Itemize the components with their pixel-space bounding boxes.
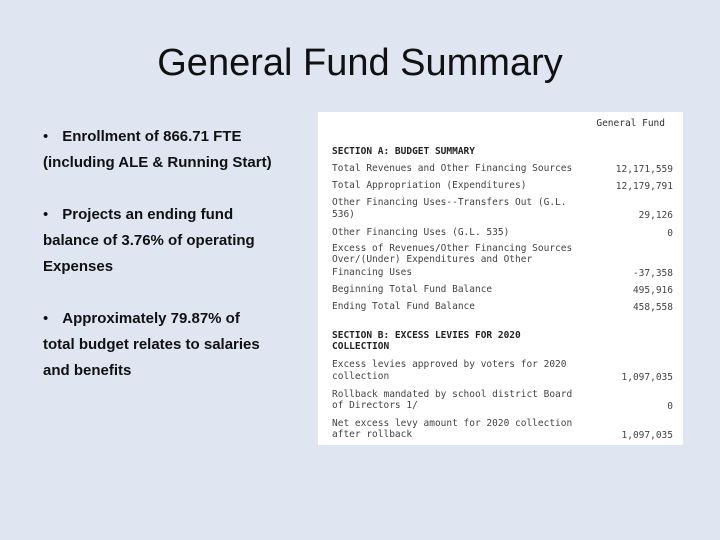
bullet-text-line: Projects an ending fund	[62, 206, 234, 223]
bullet-text-line: and benefits	[43, 362, 132, 379]
row-value: 495,916	[632, 285, 673, 296]
column-header: General Fund	[596, 118, 665, 129]
row-value: 0	[667, 401, 673, 412]
bullet-text-line: Enrollment of 866.71 FTE	[62, 128, 242, 145]
row-label: after rollback	[332, 429, 413, 440]
row-label: of Directors 1/	[332, 400, 418, 411]
row-value: 458,558	[632, 302, 673, 313]
row-value: -37,358	[632, 268, 673, 279]
row-label: Beginning Total Fund Balance	[332, 284, 493, 295]
bullet-marker: •	[43, 128, 49, 145]
row-label: Total Appropriation (Expenditures)	[332, 180, 527, 191]
bullet-marker: •	[43, 206, 49, 223]
row-label: Net excess levy amount for 2020 collection	[332, 418, 573, 429]
bullet-salaries	[43, 306, 260, 384]
bullet-text-line: total budget relates to salaries	[43, 336, 260, 353]
row-label: Over/(Under) Expenditures and Other	[332, 254, 533, 265]
section-b-label: SECTION B: EXCESS LEVIES FOR 2020	[332, 330, 521, 341]
row-value: 1,097,035	[621, 372, 673, 383]
row-label: Rollback mandated by school district Board	[332, 389, 573, 400]
section-a-label: SECTION A: BUDGET SUMMARY	[332, 146, 475, 157]
bullet-fund-balance	[43, 202, 255, 280]
bullet-text-line: Expenses	[43, 258, 114, 275]
row-label: Other Financing Uses (G.L. 535)	[332, 227, 510, 238]
row-value: 1,097,035	[621, 430, 673, 441]
row-label: Excess levies approved by voters for 2020	[332, 359, 567, 370]
bullet-text-line: (including ALE & Running Start)	[43, 154, 272, 171]
row-label: Other Financing Uses--Transfers Out (G.L.	[332, 197, 567, 208]
row-label: Ending Total Fund Balance	[332, 301, 475, 312]
row-value: 12,179,791	[615, 181, 673, 192]
row-label: Total Revenues and Other Financing Sources	[332, 163, 573, 174]
row-label: Financing Uses	[332, 267, 413, 278]
slide-title: General Fund Summary	[157, 42, 563, 84]
row-label: collection	[332, 371, 390, 382]
budget-summary-table	[318, 112, 683, 445]
row-label: Excess of Revenues/Other Financing Sources	[332, 243, 573, 254]
bullet-enrollment	[43, 124, 272, 176]
row-label: 536)	[332, 209, 355, 220]
bullet-marker: •	[43, 310, 49, 327]
section-b-label: COLLECTION	[332, 341, 390, 352]
row-value: 12,171,559	[615, 164, 673, 175]
bullet-text-line: balance of 3.76% of operating	[43, 232, 255, 249]
row-value: 0	[667, 228, 673, 239]
bullet-text-line: Approximately 79.87% of	[62, 310, 240, 327]
row-value: 29,126	[638, 210, 673, 221]
